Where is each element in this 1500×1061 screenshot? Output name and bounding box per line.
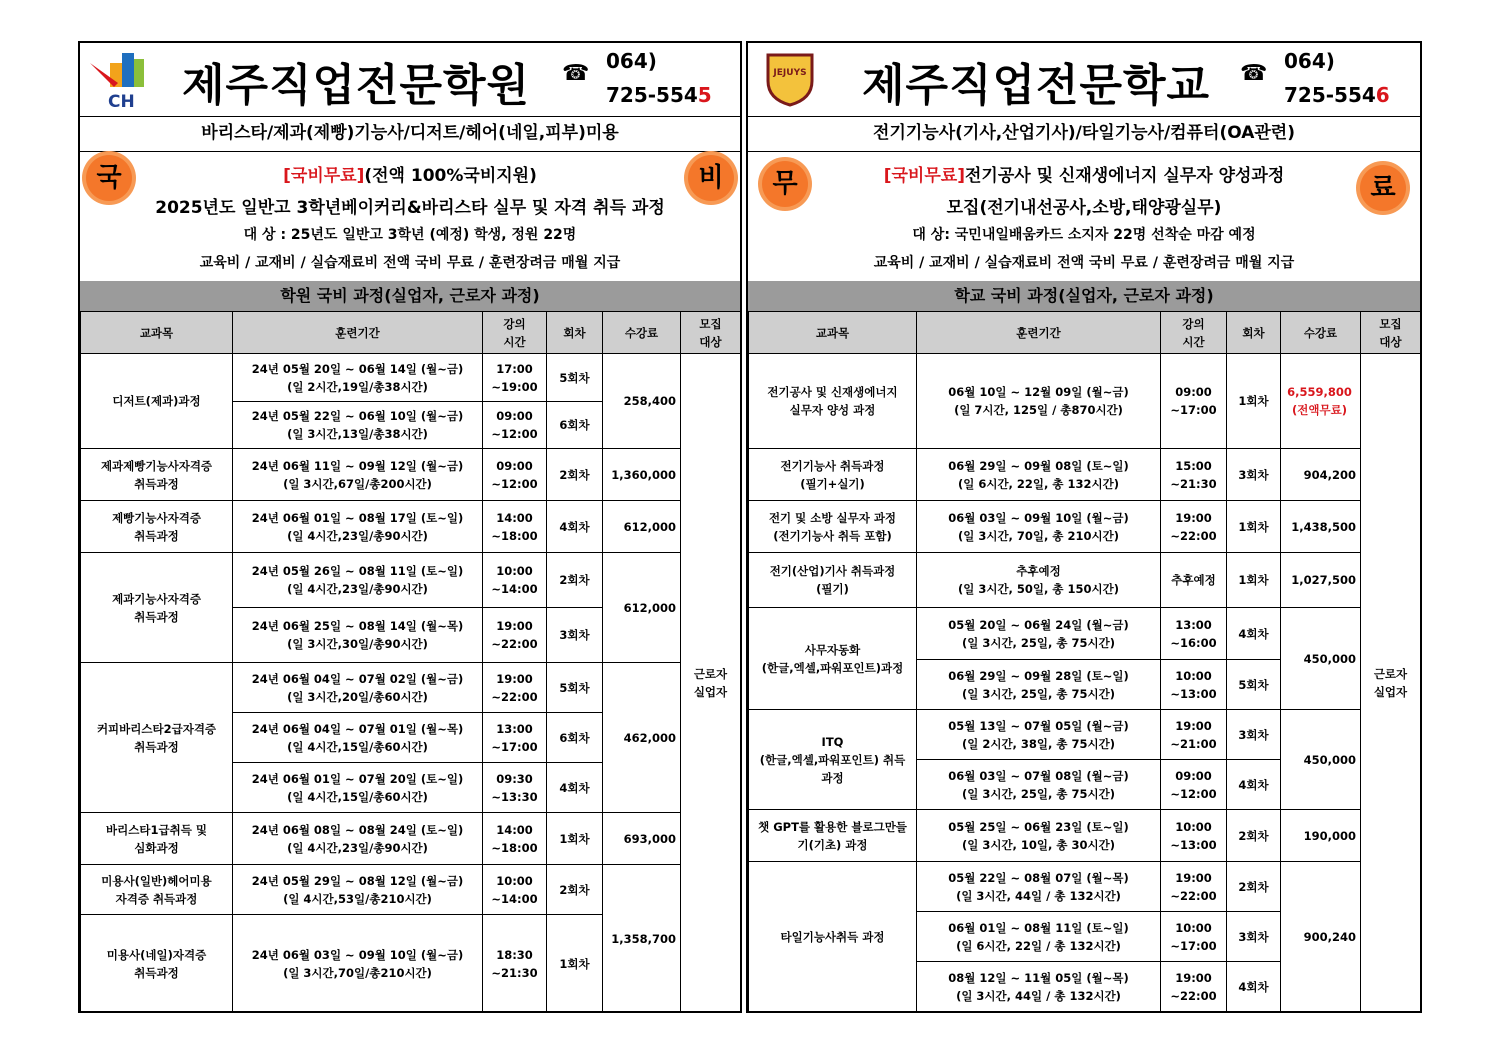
round-cell: 4회차 xyxy=(1227,962,1281,1012)
period-cell: 08월 12일 ~ 11월 05일 (월~목) (일 3시간, 44일 / 총 132시간) xyxy=(917,962,1161,1012)
table-row xyxy=(81,865,741,915)
period-cell: 05월 25일 ~ 06월 23일 (토~일) (일 3시간, 10일, 총 30시간) xyxy=(917,810,1161,862)
period-cell: 06월 03일 ~ 07월 08일 (월~금) (일 3시간, 25일, 총 75시간) xyxy=(917,760,1161,810)
fee-cell: 612,000 xyxy=(603,553,681,663)
period-cell: 24년 05월 29일 ~ 08월 12일 (월~금) (일 4시간,53일/총210시간) xyxy=(233,865,483,915)
table-row xyxy=(749,862,1421,912)
course-name-cell: 제빵기능사자격증 취득과정 xyxy=(81,501,233,553)
round-cell: 2회차 xyxy=(1227,810,1281,862)
header-course: 교과목 xyxy=(749,312,917,354)
round-cell: 2회차 xyxy=(547,449,603,501)
period-cell: 24년 05월 20일 ~ 06월 14일 (월~금) (일 2시간,19일/총38시간) xyxy=(233,354,483,402)
period-cell: 24년 06월 03일 ~ 09월 10일 (월~금) (일 3시간,70일/총210시간) xyxy=(233,915,483,1013)
period-cell: 06월 03일 ~ 09월 10일 (월~금) (일 3시간, 70일, 총 210시간) xyxy=(917,501,1161,553)
table-row xyxy=(749,710,1421,760)
academy-info xyxy=(80,151,740,282)
round-cell: 6회차 xyxy=(547,713,603,763)
period-cell: 24년 06월 04일 ~ 07월 02일 (월~금) (일 3시간,20일/총60시간) xyxy=(233,663,483,713)
header-course: 교과목 xyxy=(81,312,233,354)
hours-cell: 15:00 ~21:30 xyxy=(1161,449,1227,501)
round-cell: 6회차 xyxy=(547,402,603,449)
round-cell: 2회차 xyxy=(1227,862,1281,912)
period-cell: 24년 06월 01일 ~ 08월 17일 (토~일) (일 4시간,23일/총90시간) xyxy=(233,501,483,553)
fee-cell: 1,360,000 xyxy=(603,449,681,501)
header-round: 회차 xyxy=(547,312,603,354)
hours-cell: 10:00 ~17:00 xyxy=(1161,912,1227,962)
course-name-cell: 전기 및 소방 실무자 과정 (전기기능사 취득 포함) xyxy=(749,501,917,553)
target-cell: 근로자 실업자 xyxy=(1361,354,1421,1012)
academy-subtitle: 바리스타/제과(제빵)기능사/디저트/헤어(네일,피부)미용 xyxy=(80,116,740,152)
table-row xyxy=(749,354,1421,449)
period-cell: 24년 06월 01일 ~ 07월 20일 (토~일) (일 4시간,15일/총60시간) xyxy=(233,763,483,813)
fee-cell: 1,438,500 xyxy=(1281,501,1361,553)
round-cell: 3회차 xyxy=(1227,449,1281,501)
period-cell: 24년 06월 04일 ~ 07월 01일 (월~목) (일 4시간,15일/총60시간) xyxy=(233,713,483,763)
table-row xyxy=(81,449,741,501)
badge-mu: 무 xyxy=(762,161,808,207)
table-row xyxy=(81,354,741,402)
school-info xyxy=(748,151,1420,282)
period-cell: 06월 10일 ~ 12월 09일 (월~금) (일 7시간, 125일 / 총870시간) xyxy=(917,354,1161,449)
fee-cell: 904,200 xyxy=(1281,449,1361,501)
course-name-cell: 디저트(제과)과정 xyxy=(81,354,233,449)
header-fee: 수강료 xyxy=(1281,312,1361,354)
period-cell: 05월 13일 ~ 07월 05일 (월~금) (일 2시간, 38일, 총 75시간) xyxy=(917,710,1161,760)
hours-cell: 19:00 ~21:00 xyxy=(1161,710,1227,760)
period-cell: 24년 05월 26일 ~ 08월 11일 (토~일) (일 4시간,23일/총90시간) xyxy=(233,553,483,608)
round-cell: 3회차 xyxy=(1227,912,1281,962)
round-cell: 5회차 xyxy=(547,354,603,402)
round-cell: 1회차 xyxy=(1227,501,1281,553)
period-cell: 24년 05월 22일 ~ 06월 10일 (월~금) (일 3시간,13일/총38시간) xyxy=(233,402,483,449)
hours-cell: 19:00 ~22:00 xyxy=(483,663,547,713)
hours-cell: 10:00 ~14:00 xyxy=(483,553,547,608)
table-row xyxy=(81,813,741,865)
round-cell: 4회차 xyxy=(1227,608,1281,660)
fee-cell: 190,000 xyxy=(1281,810,1361,862)
round-cell: 5회차 xyxy=(1227,660,1281,710)
academy-info-line1: [국비무료](전액 100%국비지원) xyxy=(283,166,537,186)
school-title: 제주직업전문학교 xyxy=(862,60,1211,111)
academy-header xyxy=(80,43,740,117)
hours-cell: 09:00 ~12:00 xyxy=(1161,760,1227,810)
school-info-line2: 모집(전기내선공사,소방,태양광실무) xyxy=(946,198,1222,218)
header-fee: 수강료 xyxy=(603,312,681,354)
school-logo-icon xyxy=(764,51,816,107)
target-cell: 근로자 실업자 xyxy=(681,354,741,1013)
academy-info-line4: 교육비 / 교재비 / 실습재료비 전액 국비 무료 / 훈련장려금 매월 지급 xyxy=(199,255,621,271)
school-logo-text: JEJUYS xyxy=(773,68,807,78)
school-phone-area: 064) xyxy=(1284,49,1335,73)
badge-bi: 비 xyxy=(688,155,734,201)
course-name-cell: 챗 GPT를 활용한 블로그만들 기(기초) 과정 xyxy=(749,810,917,862)
course-name-cell: 미용사(일반)헤어미용 자격증 취득과정 xyxy=(81,865,233,915)
hours-cell: 14:00 ~18:00 xyxy=(483,501,547,553)
round-cell: 4회차 xyxy=(1227,760,1281,810)
fee-cell: 1,358,700 xyxy=(603,865,681,1013)
period-cell: 24년 06월 11일 ~ 09월 12일 (월~금) (일 3시간,67일/총200시간) xyxy=(233,449,483,501)
period-cell: 05월 20일 ~ 06월 24일 (월~금) (일 3시간, 25일, 총 75시간) xyxy=(917,608,1161,660)
hours-cell: 10:00 ~13:00 xyxy=(1161,660,1227,710)
academy-panel xyxy=(78,41,742,1013)
academy-course-table xyxy=(80,311,741,1013)
academy-logo-text: CH xyxy=(108,92,135,111)
badge-guk: 국 xyxy=(86,155,132,201)
telephone-icon: ☎ xyxy=(562,61,590,86)
academy-info-line2: 2025년도 일반고 3학년베이커리&바리스타 실무 및 자격 취득 과정 xyxy=(155,198,665,218)
fee-cell: 450,000 xyxy=(1281,608,1361,710)
hours-cell: 13:00 ~16:00 xyxy=(1161,608,1227,660)
round-cell: 1회차 xyxy=(547,813,603,865)
hours-cell: 10:00 ~14:00 xyxy=(483,865,547,915)
period-cell: 추후예정 (일 3시간, 50일, 총 150시간) xyxy=(917,553,1161,608)
school-subtitle: 전기기능사(기사,산업기사)/타일기능사/컴퓨터(OA관련) xyxy=(748,116,1420,152)
period-cell: 06월 29일 ~ 09월 08일 (토~일) (일 6시간, 22일, 총 132시간) xyxy=(917,449,1161,501)
fee-cell: 1,027,500 xyxy=(1281,553,1361,608)
header-round: 회차 xyxy=(1227,312,1281,354)
table-row xyxy=(749,449,1421,501)
fee-cell: 258,400 xyxy=(603,354,681,449)
round-cell: 2회차 xyxy=(547,553,603,608)
period-cell: 06월 01일 ~ 08월 11일 (토~일) (일 6시간, 22일 / 총 132시간) xyxy=(917,912,1161,962)
table-row xyxy=(749,553,1421,608)
telephone-icon: ☎ xyxy=(1240,61,1268,86)
round-cell: 5회차 xyxy=(547,663,603,713)
round-cell: 1회차 xyxy=(1227,354,1281,449)
header-hours: 강의 시간 xyxy=(1161,312,1227,354)
course-name-cell: 바리스타1급취득 및 심화과정 xyxy=(81,813,233,865)
school-info-line4: 교육비 / 교재비 / 실습재료비 전액 국비 무료 / 훈련장려금 매월 지급 xyxy=(873,255,1295,271)
school-course-table xyxy=(748,311,1421,1012)
round-cell: 4회차 xyxy=(547,763,603,813)
badge-ryo: 료 xyxy=(1360,165,1406,211)
academy-section-title: 학원 국비 과정(실업자, 근로자 과정) xyxy=(80,281,740,312)
period-cell: 24년 06월 25일 ~ 08월 14일 (월~목) (일 3시간,30일/총90시간) xyxy=(233,608,483,663)
fee-cell: 6,559,800 (전액무료) xyxy=(1281,354,1361,449)
school-phone-number: 725-5546 xyxy=(1284,83,1390,107)
round-cell: 1회차 xyxy=(547,915,603,1013)
fee-cell: 462,000 xyxy=(603,663,681,813)
table-row xyxy=(749,810,1421,862)
hours-cell: 추후예정 xyxy=(1161,553,1227,608)
course-name-cell: 제과기능사자격증 취득과정 xyxy=(81,553,233,663)
hours-cell: 19:00 ~22:00 xyxy=(483,608,547,663)
table-row xyxy=(81,501,741,553)
school-header xyxy=(748,43,1420,117)
academy-info-line3: 대 상 : 25년도 일반고 3학년 (예정) 학생, 정원 22명 xyxy=(243,227,577,243)
round-cell: 3회차 xyxy=(1227,710,1281,760)
round-cell: 2회차 xyxy=(547,865,603,915)
school-panel xyxy=(746,41,1422,1013)
period-cell: 24년 06월 08일 ~ 08월 24일 (토~일) (일 4시간,23일/총90시간) xyxy=(233,813,483,865)
fee-cell: 900,240 xyxy=(1281,862,1361,1012)
school-info-line1: [국비무료]전기공사 및 신재생에너지 실무자 양성과정 xyxy=(883,166,1285,186)
table-row xyxy=(749,608,1421,660)
hours-cell: 09:00 ~12:00 xyxy=(483,449,547,501)
hours-cell: 09:00 ~17:00 xyxy=(1161,354,1227,449)
hours-cell: 09:30 ~13:30 xyxy=(483,763,547,813)
course-name-cell: 미용사(네일)자격증 취득과정 xyxy=(81,915,233,1013)
course-name-cell: ITQ (한글,엑셀,파워포인트) 취득 과정 xyxy=(749,710,917,810)
school-info-line3: 대 상: 국민내일배움카드 소지자 22명 선착순 마감 예정 xyxy=(912,227,1256,243)
fee-cell: 450,000 xyxy=(1281,710,1361,810)
round-cell: 1회차 xyxy=(1227,553,1281,608)
header-target: 모집 대상 xyxy=(1361,312,1421,354)
academy-logo-icon xyxy=(88,49,160,111)
hours-cell: 19:00 ~22:00 xyxy=(1161,862,1227,912)
header-period: 훈련기간 xyxy=(917,312,1161,354)
course-name-cell: 사무자동화 (한글,엑셀,파워포인트)과정 xyxy=(749,608,917,710)
period-cell: 06월 29일 ~ 09월 28일 (토~일) (일 3시간, 25일, 총 75시간) xyxy=(917,660,1161,710)
table-row xyxy=(81,663,741,713)
header-hours: 강의 시간 xyxy=(483,312,547,354)
hours-cell: 18:30 ~21:30 xyxy=(483,915,547,1013)
hours-cell: 10:00 ~13:00 xyxy=(1161,810,1227,862)
hours-cell: 19:00 ~22:00 xyxy=(1161,501,1227,553)
course-name-cell: 타일기능사취득 과정 xyxy=(749,862,917,1012)
hours-cell: 19:00 ~22:00 xyxy=(1161,962,1227,1012)
academy-phone-number: 725-5545 xyxy=(606,83,712,107)
course-name-cell: 전기(산업)기사 취득과정 (필기) xyxy=(749,553,917,608)
header-target: 모집 대상 xyxy=(681,312,741,354)
academy-title: 제주직업전문학원 xyxy=(182,60,531,111)
hours-cell: 09:00 ~12:00 xyxy=(483,402,547,449)
school-section-title: 학교 국비 과정(실업자, 근로자 과정) xyxy=(748,281,1420,312)
table-row xyxy=(81,553,741,608)
course-name-cell: 전기공사 및 신재생에너지 실무자 양성 과정 xyxy=(749,354,917,449)
table-row xyxy=(749,501,1421,553)
header-period: 훈련기간 xyxy=(233,312,483,354)
round-cell: 3회차 xyxy=(547,608,603,663)
fee-cell: 612,000 xyxy=(603,501,681,553)
academy-phone-area: 064) xyxy=(606,49,657,73)
hours-cell: 13:00 ~17:00 xyxy=(483,713,547,763)
hours-cell: 14:00 ~18:00 xyxy=(483,813,547,865)
hours-cell: 17:00 ~19:00 xyxy=(483,354,547,402)
round-cell: 4회차 xyxy=(547,501,603,553)
period-cell: 05월 22일 ~ 08월 07일 (월~목) (일 3시간, 44일 / 총 132시간) xyxy=(917,862,1161,912)
course-name-cell: 전기기능사 취득과정 (필기+실기) xyxy=(749,449,917,501)
course-name-cell: 제과제빵기능사자격증 취득과정 xyxy=(81,449,233,501)
course-name-cell: 커피바리스타2급자격증 취득과정 xyxy=(81,663,233,813)
fee-cell: 693,000 xyxy=(603,813,681,865)
